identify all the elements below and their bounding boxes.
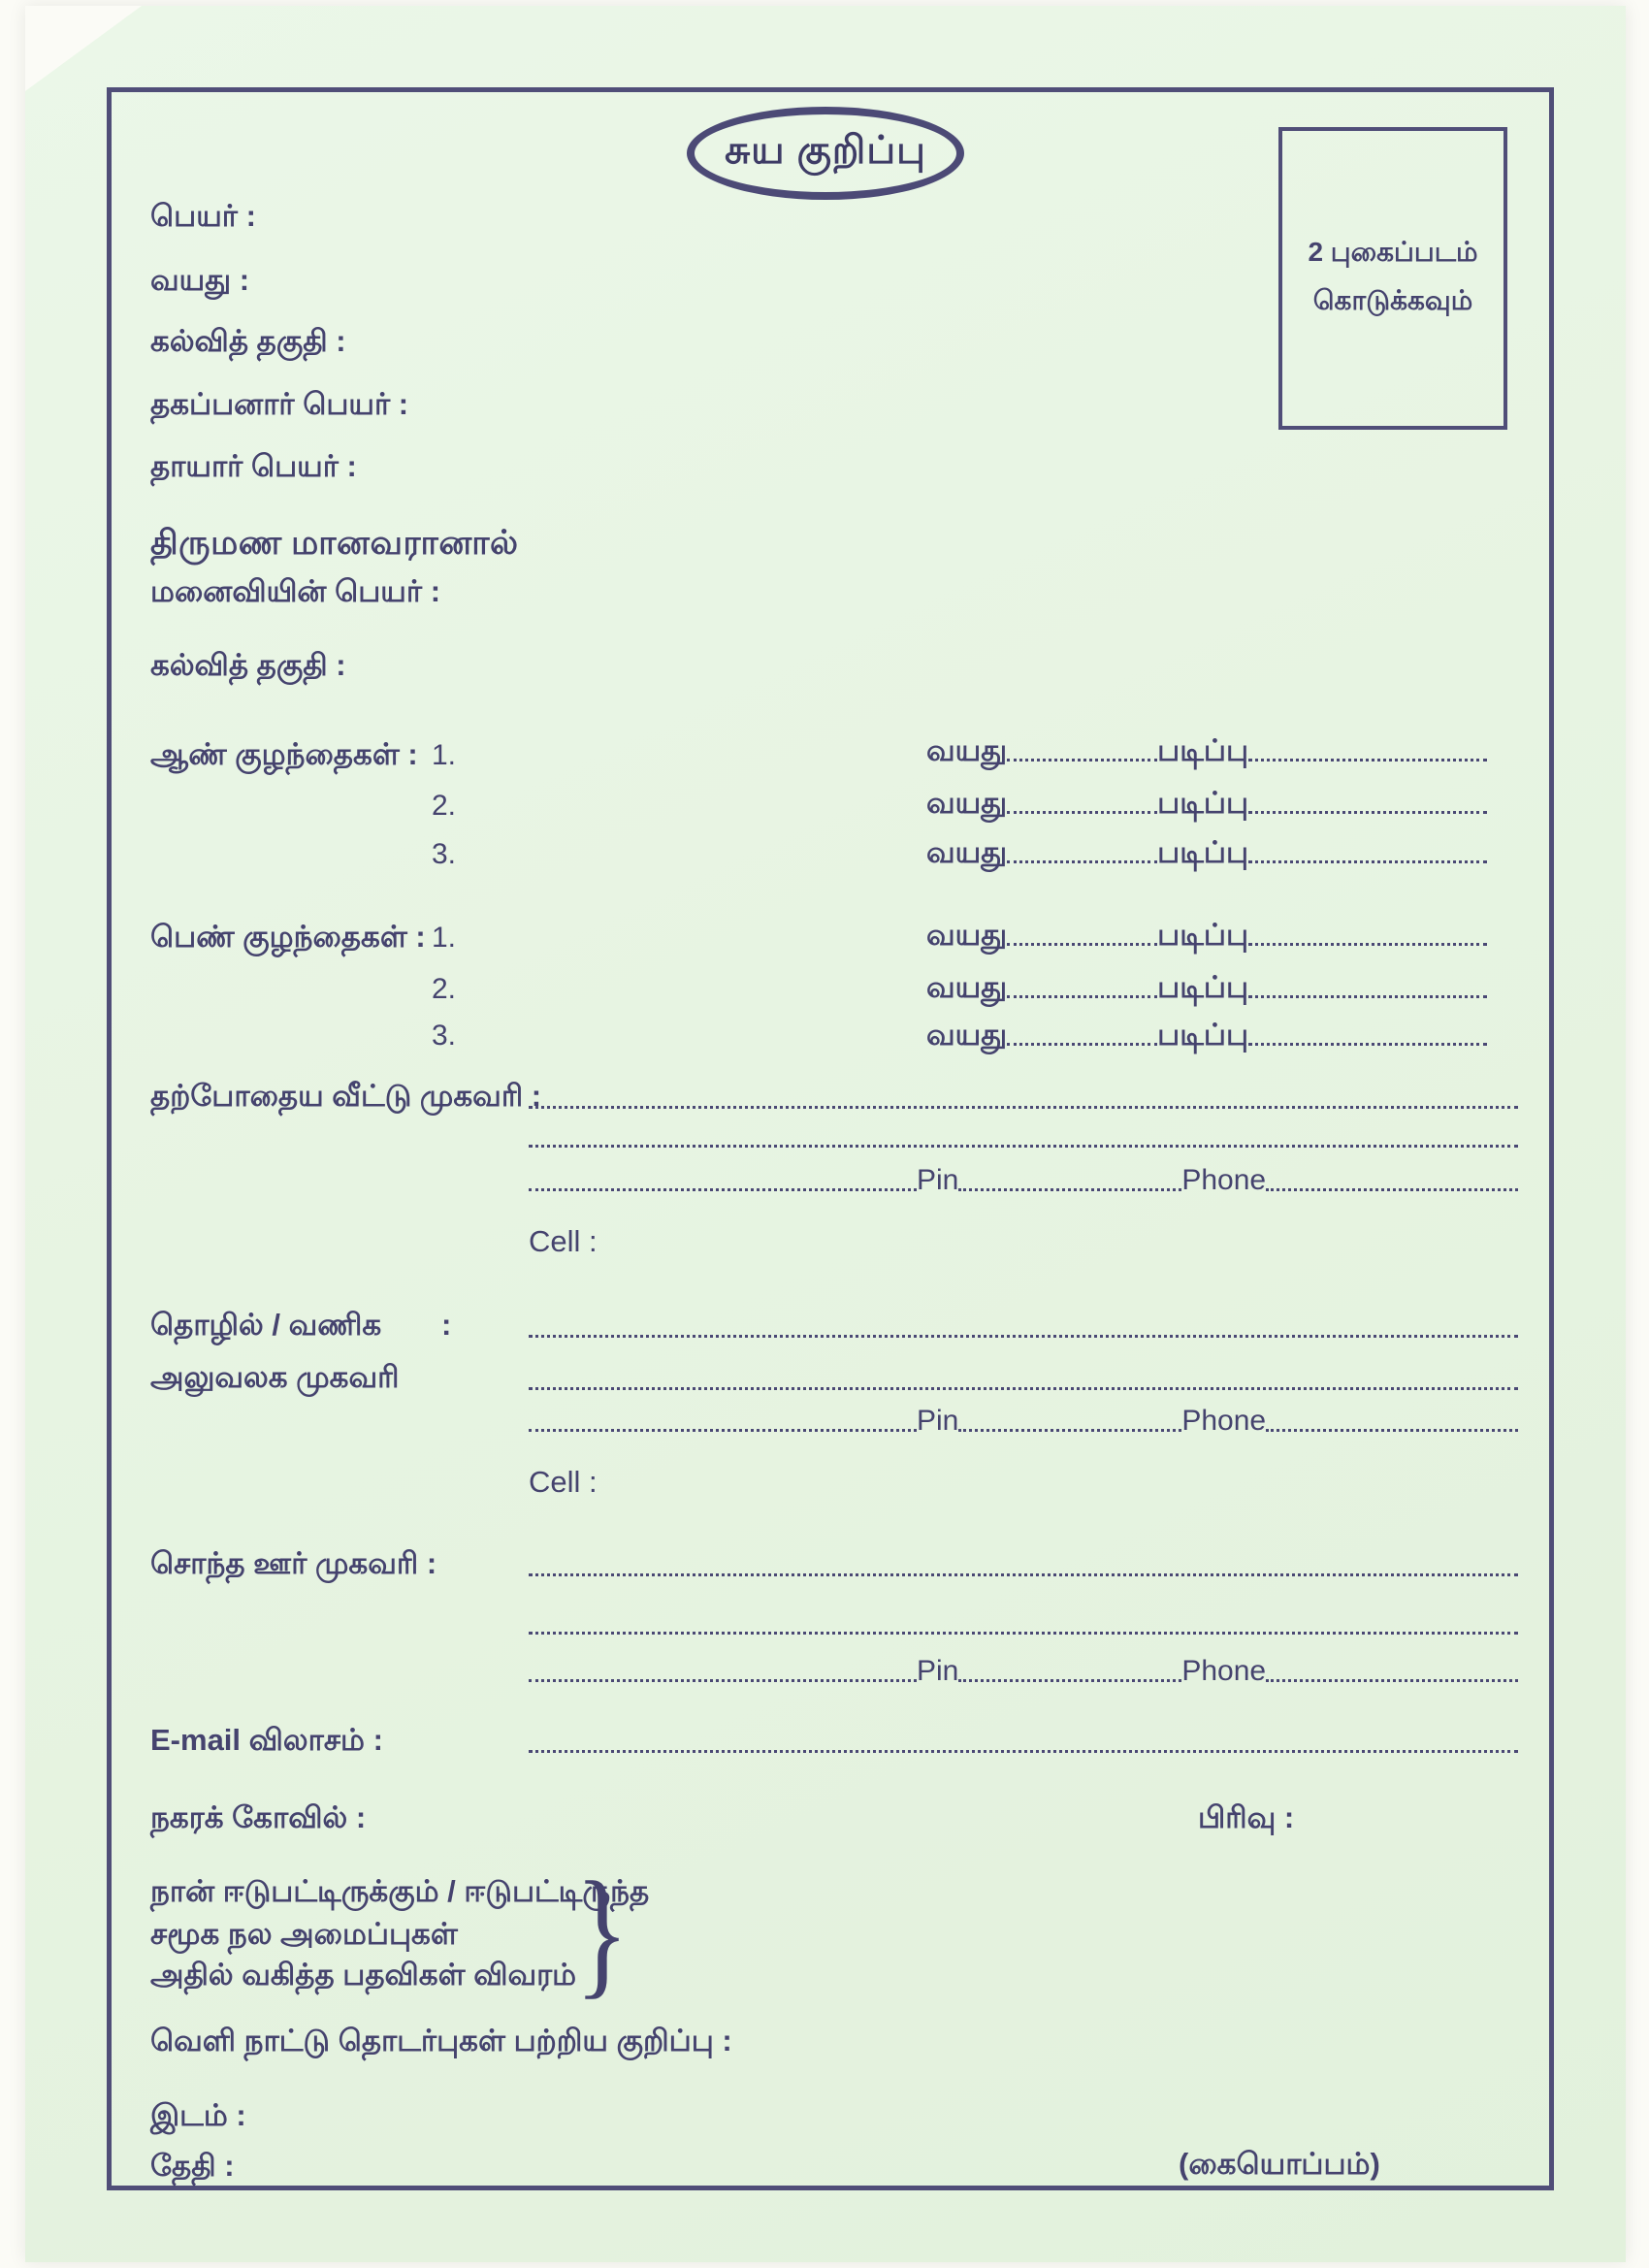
age-label: வயது : (150, 263, 250, 297)
business-address-pin-phone-line[interactable] (529, 1405, 1518, 1439)
age-word: வயது (926, 918, 1008, 952)
temple-label: நகரக் கோவில் : (150, 1800, 367, 1834)
age-word: வயது (926, 786, 1008, 820)
female-child-number-2: 2. (432, 973, 457, 1005)
date-label: தேதி : (150, 2149, 235, 2183)
name-label: பெயர் : (150, 199, 256, 233)
paper-corner-fold (25, 6, 142, 91)
education-label: கல்வித் தகுதி : (150, 324, 346, 358)
father-name-label: தகப்பனார் பெயர் : (150, 387, 409, 421)
division-label: பிரிவு : (1198, 1800, 1295, 1834)
study-fill-dots[interactable] (1248, 860, 1487, 863)
male-child-3-age-study-line[interactable] (926, 835, 1487, 870)
pin-label: Pin (917, 1655, 959, 1687)
current-home-address-label: தற்போதைய வீட்டு முகவரி : (150, 1079, 542, 1113)
native-address-input-line-2[interactable] (529, 1632, 1518, 1635)
study-fill-dots[interactable] (1248, 995, 1487, 998)
male-child-1-age-study-line[interactable] (926, 733, 1487, 768)
pin-fill-dots[interactable] (958, 1429, 1181, 1432)
photo-box-line2: கொடுக்கவும் (1312, 285, 1473, 315)
address-fill-dots[interactable] (529, 1429, 917, 1432)
age-fill-dots[interactable] (1007, 1043, 1157, 1046)
native-address-pin-phone-line[interactable] (529, 1655, 1518, 1689)
organizations-line3: அதில் வகித்த பதவிகள் விவரம் (150, 1958, 577, 1992)
business-address-label-line2: அலுவலக முகவரி (150, 1360, 400, 1394)
study-fill-dots[interactable] (1248, 1043, 1487, 1046)
mother-name-label: தாயார் பெயர் : (150, 449, 357, 483)
study-word: படிப்பு (1157, 733, 1249, 767)
age-fill-dots[interactable] (1007, 759, 1157, 761)
address-fill-dots[interactable] (529, 1188, 917, 1191)
organizations-line1: நான் ஈடுபட்டிருக்கும் / ஈடுபட்டிருந்த (150, 1874, 650, 1908)
phone-fill-dots[interactable] (1266, 1679, 1518, 1682)
male-child-number-2: 2. (432, 790, 457, 822)
current-address-input-line-2[interactable] (529, 1145, 1518, 1148)
organizations-line2: சமூக நல அமைப்புகள் (150, 1917, 458, 1951)
study-word: படிப்பு (1157, 918, 1249, 952)
male-child-number-3: 3. (432, 838, 457, 870)
female-child-1-age-study-line[interactable] (926, 918, 1487, 953)
business-address-cell-label: Cell : (529, 1465, 598, 1499)
wife-education-label: கல்வித் தகுதி : (150, 648, 346, 682)
male-child-number-1: 1. (432, 739, 457, 771)
native-address-label: சொந்த ஊர் முகவரி : (150, 1546, 437, 1580)
form-title-oval (687, 107, 964, 200)
foreign-contacts-label: வெளி நாட்டு தொடர்புகள் பற்றிய குறிப்பு : (150, 2024, 732, 2057)
study-word: படிப்பு (1157, 970, 1249, 1004)
pin-label: Pin (917, 1164, 959, 1196)
study-fill-dots[interactable] (1248, 811, 1487, 814)
age-word: வயது (926, 970, 1008, 1004)
female-children-label: பெண் குழந்தைகள் : (150, 920, 426, 954)
pin-fill-dots[interactable] (958, 1188, 1181, 1191)
signature-label: (கையொப்பம்) (1179, 2147, 1380, 2181)
age-fill-dots[interactable] (1007, 860, 1157, 863)
native-address-input-line-1[interactable] (529, 1573, 1518, 1576)
current-address-pin-phone-line[interactable] (529, 1164, 1518, 1198)
study-fill-dots[interactable] (1248, 759, 1487, 761)
female-child-number-3: 3. (432, 1020, 457, 1052)
business-address-label-line1: தொழில் / வணிக (150, 1308, 382, 1342)
current-address-cell-label: Cell : (529, 1224, 598, 1258)
phone-label: Phone (1181, 1164, 1267, 1196)
pin-fill-dots[interactable] (958, 1679, 1181, 1682)
study-fill-dots[interactable] (1248, 943, 1487, 946)
email-label: E-mail விலாசம் : (150, 1723, 383, 1757)
photo-box-line1: 2 புகைப்படம் (1308, 237, 1478, 267)
business-address-input-line-2[interactable] (529, 1387, 1518, 1390)
age-word: வயது (926, 835, 1008, 869)
email-input-line[interactable] (529, 1750, 1518, 1753)
photo-attachment-box[interactable] (1278, 127, 1507, 430)
study-word: படிப்பு (1157, 835, 1249, 869)
age-fill-dots[interactable] (1007, 995, 1157, 998)
female-child-number-1: 1. (432, 922, 457, 954)
business-address-input-line-1[interactable] (529, 1335, 1518, 1338)
organizations-brace: } (574, 1853, 630, 2012)
age-word: வயது (926, 733, 1008, 767)
phone-label: Phone (1181, 1405, 1267, 1437)
wife-name-label: மனைவியின் பெயர் : (150, 574, 441, 608)
study-word: படிப்பு (1157, 1018, 1249, 1052)
form-title: சுய குறிப்பு (725, 129, 926, 172)
female-child-3-age-study-line[interactable] (926, 1018, 1487, 1053)
male-child-2-age-study-line[interactable] (926, 786, 1487, 821)
pin-label: Pin (917, 1405, 959, 1437)
age-word: வயது (926, 1018, 1008, 1052)
if-married-label: திருமண மானவரானால் (150, 524, 519, 562)
phone-label: Phone (1181, 1655, 1267, 1687)
age-fill-dots[interactable] (1007, 943, 1157, 946)
phone-fill-dots[interactable] (1266, 1188, 1518, 1191)
current-address-input-line-1[interactable] (529, 1106, 1518, 1109)
male-children-label: ஆண் குழந்தைகள் : (150, 737, 418, 771)
address-fill-dots[interactable] (529, 1679, 917, 1682)
phone-fill-dots[interactable] (1266, 1429, 1518, 1432)
place-label: இடம் : (150, 2098, 246, 2132)
study-word: படிப்பு (1157, 786, 1249, 820)
female-child-2-age-study-line[interactable] (926, 970, 1487, 1005)
business-address-colon: : (441, 1308, 452, 1342)
age-fill-dots[interactable] (1007, 811, 1157, 814)
